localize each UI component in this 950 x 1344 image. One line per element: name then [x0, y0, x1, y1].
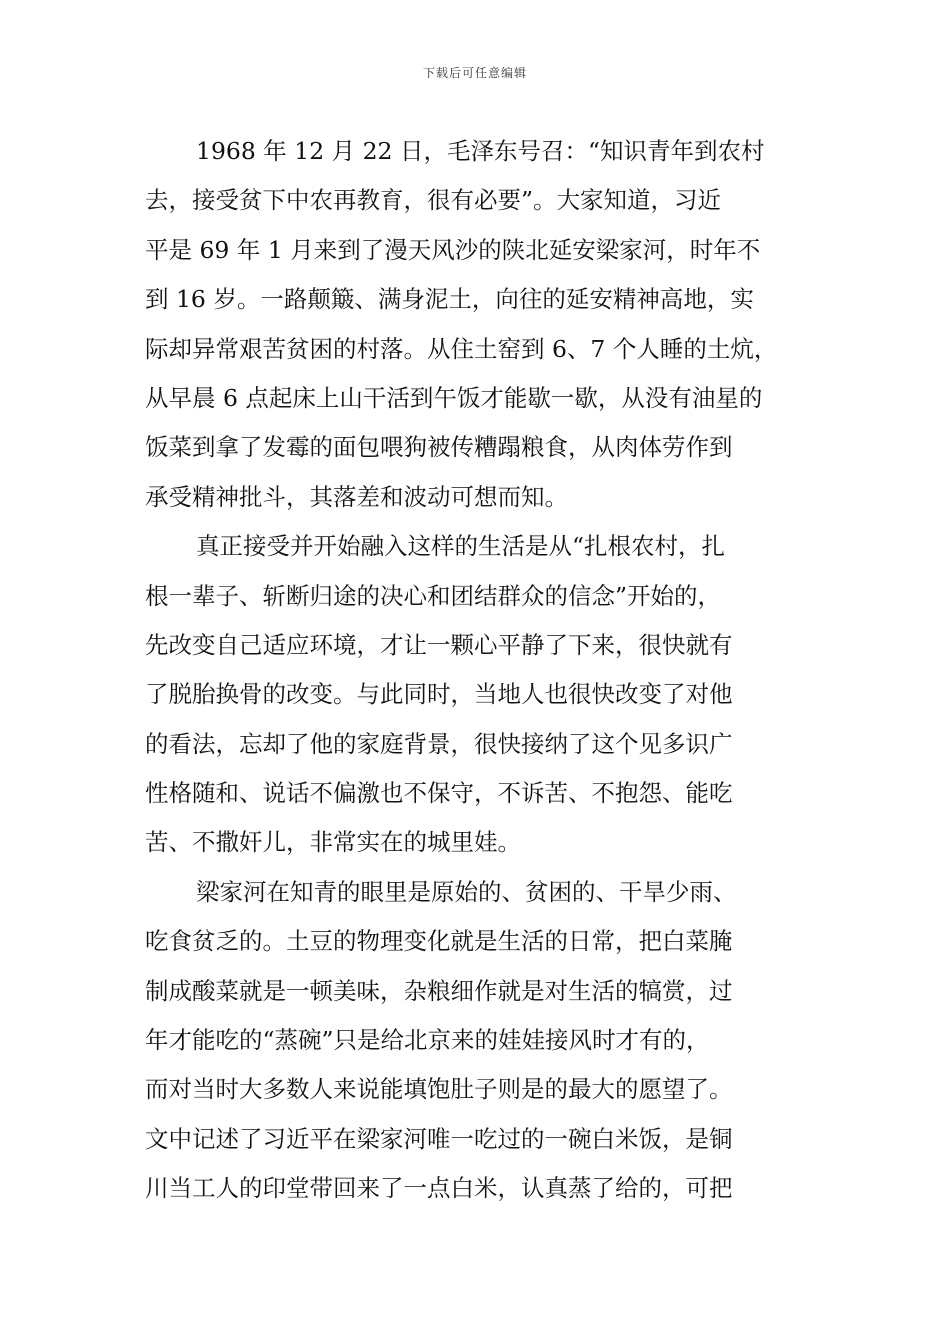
text-line: 平是 69 年 1 月来到了漫天风沙的陕北延安梁家河，时年不	[145, 235, 761, 264]
text-line: 文中记述了习近平在梁家河唯一吃过的一碗白米饭，是铜	[145, 1124, 733, 1153]
text-line: 性格随和、说话不偏激也不保守，不诉苦、不抱怨、能吃	[145, 779, 733, 808]
text-line: 到 16 岁。一路颠簸、满身泥土，向往的延安精神高地，实	[145, 285, 754, 314]
text-line: 制成酸菜就是一顿美味，杂粮细作就是对生活的犒赏，过	[145, 976, 733, 1005]
text-line: 承受精神批斗，其落差和波动可想而知。	[145, 482, 568, 511]
text-line: 饭菜到拿了发霉的面包喂狗被传糟蹋粮食，从肉体劳作到	[145, 433, 733, 462]
text-line: 际却异常艰苦贫困的村落。从住土窑到 6、7 个人睡的土炕，	[145, 334, 778, 363]
text-line: 先改变自己适应环境，才让一颗心平静了下来，很快就有	[145, 630, 733, 659]
body-text	[145, 127, 820, 1214]
text-line: 川当工人的印堂带回来了一点白米，认真蒸了给的，可把	[145, 1174, 733, 1203]
text-line: 苦、不撒奸儿，非常实在的城里娃。	[145, 828, 521, 857]
text-line: 根一辈子、斩断归途的决心和团结群众的信念”开始的，	[145, 581, 722, 610]
text-line: 真正接受并开始融入这样的生活是从“扎根农村，扎	[196, 532, 726, 561]
page-header: 下载后可任意编辑	[422, 66, 527, 80]
text-line: 吃食贫乏的。土豆的物理变化就是生活的日常，把白菜腌	[145, 927, 733, 956]
text-line: 1968 年 12 月 22 日，毛泽东号召：“知识青年到农村	[196, 137, 765, 165]
text-line: 了脱胎换骨的改变。与此同时，当地人也很快改变了对他	[145, 680, 733, 709]
text-line: 年才能吃的“蒸碗”只是给北京来的娃娃接风时才有的，	[145, 1026, 710, 1055]
text-line: 而对当时大多数人来说能填饱肚子则是的最大的愿望了。	[145, 1075, 733, 1104]
text-line: 去，接受贫下中农再教育，很有必要”。大家知道，习近	[145, 186, 722, 215]
text-line: 从早晨 6 点起床上山干活到午饭才能歇一歇，从没有油星的	[145, 383, 763, 412]
text-line: 的看法，忘却了他的家庭背景，很快接纳了这个见多识广	[145, 729, 733, 758]
text-line: 梁家河在知青的眼里是原始的、贫困的、干旱少雨、	[196, 877, 737, 906]
